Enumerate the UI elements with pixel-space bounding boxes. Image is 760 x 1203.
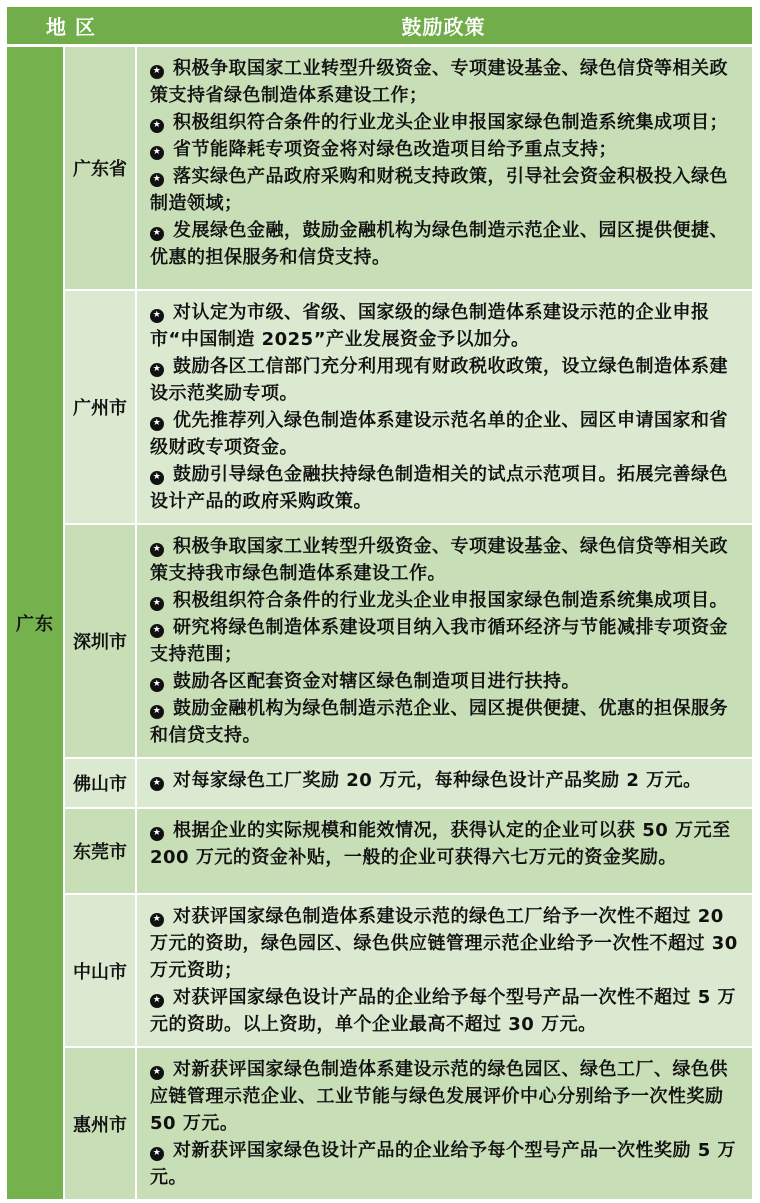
policy-cell [137,47,752,289]
policy-item [150,461,740,515]
policy-cell [137,895,752,1046]
policy-text: 研究将绿色制造体系建设项目纳入我市循环经济与节能减排专项资金支持范围； [150,617,728,665]
policy-cell [137,759,752,807]
circled-star-bullet-icon: ★ [150,227,164,241]
table-header-row [7,7,752,44]
policy-item [150,136,740,163]
city-cell: 惠州市 [65,1048,135,1199]
circled-star-bullet-icon: ★ [150,417,164,431]
region-group-cell: 广东 [7,47,63,1199]
policy-text: 落实绿色产品政府采购和财税支持政策，引导社会资金积极投入绿色制造领域； [150,166,728,214]
table-row [65,759,752,807]
table-body [7,47,752,1199]
city-cell: 广州市 [65,291,135,523]
city-cell: 佛山市 [65,759,135,807]
policy-text: 省节能降耗专项资金将对绿色改造项目给予重点支持； [173,139,617,160]
policy-item [150,614,740,668]
circled-star-bullet-icon: ★ [150,309,164,323]
policy-item [150,767,740,794]
policy-item [150,533,740,587]
policy-text: 优先推荐列入绿色制造体系建设示范名单的企业、园区申请国家和省级财政专项资金。 [150,410,728,458]
policy-table [7,7,752,1199]
policy-text: 鼓励引导绿色金融扶持绿色制造相关的试点示范项目。拓展完善绿色设计产品的政府采购政策。 [150,464,728,512]
policy-item [150,984,740,1038]
circled-star-bullet-icon: ★ [150,543,164,557]
circled-star-bullet-icon: ★ [150,624,164,638]
policy-item [150,903,740,984]
circled-star-bullet-icon: ★ [150,173,164,187]
policy-item [150,55,740,109]
circled-star-bullet-icon: ★ [150,119,164,133]
policy-text: 积极组织符合条件的行业龙头企业申报国家绿色制造系统集成项目； [173,112,728,133]
policy-text: 对新获评国家绿色制造体系建设示范的绿色园区、绿色工厂、绿色供应链管理示范企业、工业节能与绿色发展评价中心分别给予一次性奖励 50 万元。 [150,1059,728,1134]
table-row [65,291,752,523]
circled-star-bullet-icon: ★ [150,1147,164,1161]
table-row [65,525,752,757]
circled-star-bullet-icon: ★ [150,678,164,692]
city-cell: 广东省 [65,47,135,289]
policy-text: 对获评国家绿色制造体系建设示范的绿色工厂给予一次性不超过 20 万元的资助，绿色园区、绿色供应链管理示范企业给予一次性不超过 30 万元资助； [150,906,738,981]
policy-cell [137,809,752,893]
circled-star-bullet-icon: ★ [150,146,164,160]
policy-item [150,353,740,407]
policy-text: 积极争取国家工业转型升级资金、专项建设基金、绿色信贷等相关政策支持我市绿色制造体系建设工作。 [150,536,728,584]
policy-item [150,668,740,695]
policy-text: 积极争取国家工业转型升级资金、专项建设基金、绿色信贷等相关政策支持省绿色制造体系建设工作； [150,58,728,106]
city-cell: 深圳市 [65,525,135,757]
policy-item [150,1137,740,1191]
circled-star-bullet-icon: ★ [150,777,164,791]
policy-item [150,1056,740,1137]
circled-star-bullet-icon: ★ [150,913,164,927]
circled-star-bullet-icon: ★ [150,471,164,485]
circled-star-bullet-icon: ★ [150,363,164,377]
policy-item [150,695,740,749]
policy-text: 对每家绿色工厂奖励 20 万元，每种绿色设计产品奖励 2 万元。 [173,770,702,791]
policy-text: 对获评国家绿色设计产品的企业给予每个型号产品一次性不超过 5 万元的资助。以上资助，单个企业最高不超过 30 万元。 [150,987,737,1035]
policy-text: 根据企业的实际规模和能效情况，获得认定的企业可以获 50 万元至 200 万元的资金补贴，一般的企业可获得六七万元的资金奖励。 [150,820,731,868]
policy-text: 发展绿色金融，鼓励金融机构为绿色制造示范企业、园区提供便捷、优惠的担保服务和信贷支持。 [150,220,728,268]
policy-text: 鼓励金融机构为绿色制造示范企业、园区提供便捷、优惠的担保服务和信贷支持。 [150,698,728,746]
circled-star-bullet-icon: ★ [150,705,164,719]
policy-item [150,217,740,271]
policy-text: 鼓励各区配套资金对辖区绿色制造项目进行扶持。 [173,671,580,692]
circled-star-bullet-icon: ★ [150,65,164,79]
table-rows [65,47,752,1199]
policy-text: 对新获评国家绿色设计产品的企业给予每个型号产品一次性奖励 5 万元。 [150,1140,737,1188]
policy-item [150,109,740,136]
policy-item [150,817,740,871]
circled-star-bullet-icon: ★ [150,827,164,841]
city-cell: 东莞市 [65,809,135,893]
circled-star-bullet-icon: ★ [150,597,164,611]
table-row [65,809,752,893]
policy-item [150,587,740,614]
circled-star-bullet-icon: ★ [150,1066,164,1080]
table-row [65,1048,752,1199]
policy-text: 鼓励各区工信部门充分利用现有财政税收政策，设立绿色制造体系建设示范奖励专项。 [150,356,728,404]
circled-star-bullet-icon: ★ [150,994,164,1008]
policy-text: 对认定为市级、省级、国家级的绿色制造体系建设示范的企业申报市“中国制造 2025”产业发展资金予以加分。 [150,302,710,350]
policy-cell [137,525,752,757]
policy-cell [137,1048,752,1199]
table-row [65,895,752,1046]
table-row [65,47,752,289]
policy-cell [137,291,752,523]
header-policy-label: 鼓励政策 [401,15,486,39]
policy-text: 积极组织符合条件的行业龙头企业申报国家绿色制造系统集成项目。 [173,590,728,611]
policy-item [150,299,740,353]
policy-item [150,407,740,461]
city-cell: 中山市 [65,895,135,1046]
policy-item [150,163,740,217]
header-region-label: 地 区 [46,15,96,39]
